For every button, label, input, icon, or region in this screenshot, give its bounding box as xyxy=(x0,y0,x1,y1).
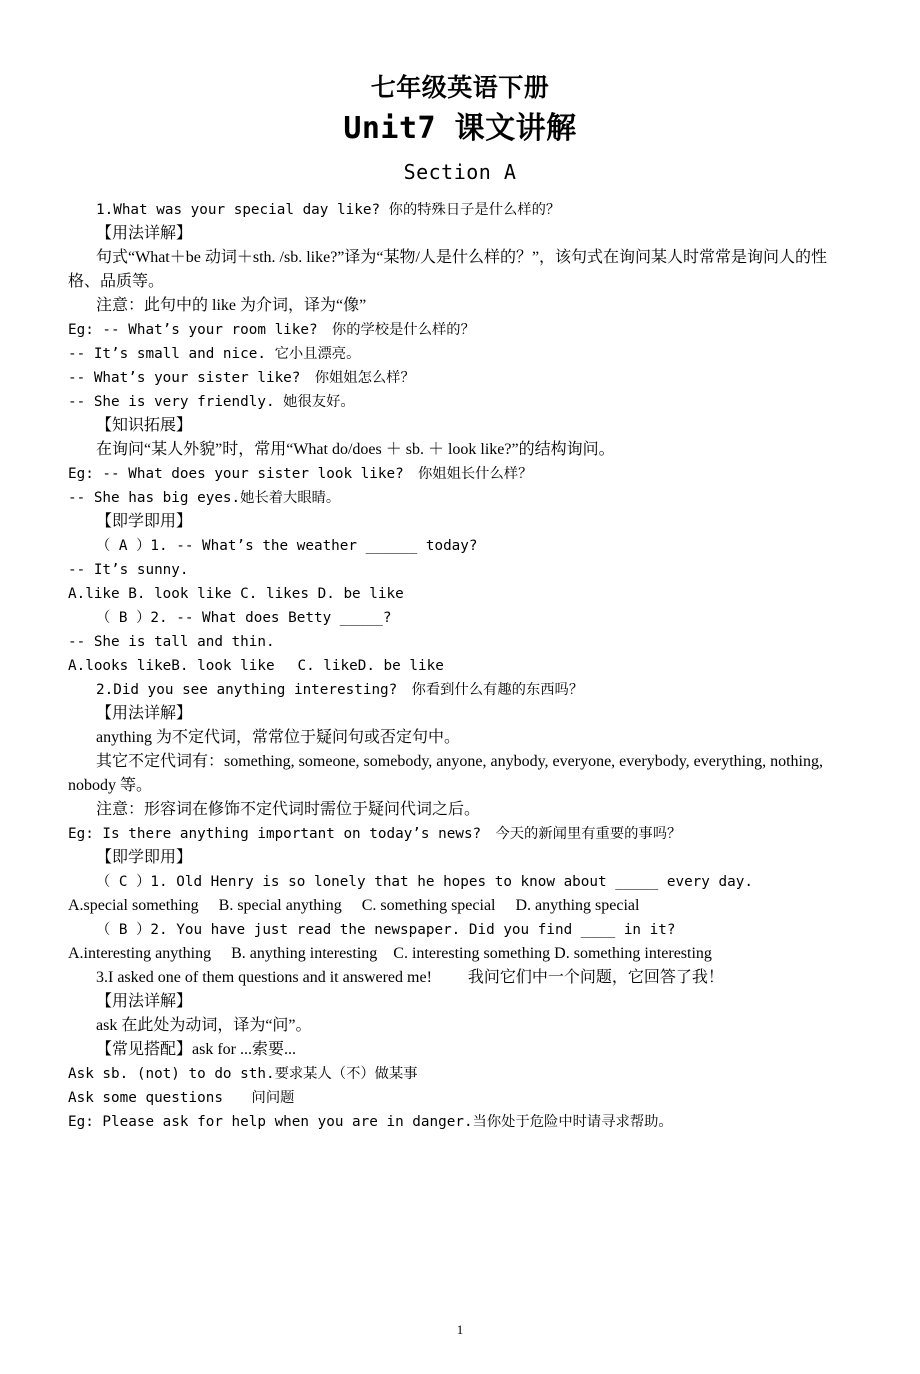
text-line: 注意：此句中的 like 为介词，译为“像” xyxy=(96,297,367,315)
text-line: 在询问“某人外貌”时，常用“What do/does ＋ sb. ＋ look like?”的结构询问。 xyxy=(96,441,615,459)
text-line: -- What’s your sister like? 你姐姐怎么样？ xyxy=(68,370,415,387)
text-line: -- It’s small and nice. 它小且漂亮。 xyxy=(68,346,361,363)
text-line: 1.What was your special day like? 你的特殊日子是什么样的？ xyxy=(96,202,561,219)
text-line: 其它不定代词有：something, someone, somebody, anyone, anybody, everyone, everybody, everything, nothing, nobody 等。 xyxy=(68,753,827,795)
text-line: A.looks likeB. look like C. likeD. be like xyxy=(68,658,444,675)
text-line: 【知识拓展】 xyxy=(96,417,193,435)
text-line: 2.Did you see anything interesting? 你看到什么有趣的东西吗？ xyxy=(96,682,584,699)
text-line: -- She is very friendly. 她很友好。 xyxy=(68,394,355,411)
text-line: Eg: -- What does your sister look like? 你姐姐长什么样？ xyxy=(68,466,533,483)
section-heading: Section A xyxy=(403,160,517,185)
text-line: 【用法详解】 xyxy=(96,993,193,1011)
text-line: anything 为不定代词，常常位于疑问句或否定句中。 xyxy=(96,729,460,747)
text-line: Ask sb. (not) to do sth.要求某人（不）做某事 xyxy=(68,1066,418,1083)
text-line: -- It’s sunny. xyxy=(68,562,189,579)
text-line: 注意：形容词在修饰不定代词时需位于疑问代词之后。 xyxy=(96,801,481,819)
text-line: 【即学即用】 xyxy=(96,849,193,867)
page-subtitle: Unit7 课文讲解 xyxy=(343,111,577,147)
text-line: -- She has big eyes.她长着大眼睛。 xyxy=(68,490,341,507)
text-line: （ A ）1. -- What’s the weather ______ today? xyxy=(96,538,478,555)
page-title: 七年级英语下册 xyxy=(370,73,550,102)
text-line: A.interesting anything B. anything interesting C. interesting something D. something interesting xyxy=(68,945,712,963)
text-line: ask 在此处为动词，译为“问”。 xyxy=(96,1017,312,1035)
text-line: 3.I asked one of them questions and it answered me! 我问它们中一个问题，它回答了我！ xyxy=(96,969,724,987)
title-block xyxy=(0,72,920,184)
text-line: Eg: -- What’s your room like? 你的学校是什么样的？ xyxy=(68,322,475,339)
text-line: 【即学即用】 xyxy=(96,513,193,531)
text-line: 【用法详解】 xyxy=(96,225,193,243)
text-line: -- She is tall and thin. xyxy=(68,634,275,651)
document-body xyxy=(0,198,920,1134)
text-line: （ B ）2. You have just read the newspaper. Did you find ____ in it? xyxy=(96,922,676,939)
text-line: Ask some questions 问问题 xyxy=(68,1090,295,1107)
text-line: Eg: Please ask for help when you are in danger.当你处于危险中时请寻求帮助。 xyxy=(68,1114,673,1131)
text-line: A.special something B. special anything C. something special D. anything special xyxy=(68,897,640,915)
text-line: 【常见搭配】ask for ...索要... xyxy=(96,1041,296,1059)
text-line: （ B ）2. -- What does Betty _____? xyxy=(96,610,392,627)
text-line: 【用法详解】 xyxy=(96,705,193,723)
page-number: 1 xyxy=(456,1322,464,1337)
text-line: 句式“What＋be 动词＋sth. /sb. like?”译为“某物/人是什么样的？”，该句式在询问某人时常常是询问人的性格、品质等。 xyxy=(68,249,828,291)
text-line: （ C ）1. Old Henry is so lonely that he hopes to know about _____ every day. xyxy=(96,874,753,891)
text-line: Eg: Is there anything important on today’s news? 今天的新闻里有重要的事吗？ xyxy=(68,826,682,843)
document-page xyxy=(0,72,920,1374)
text-line: A.like B. look like C. likes D. be like xyxy=(68,586,404,603)
